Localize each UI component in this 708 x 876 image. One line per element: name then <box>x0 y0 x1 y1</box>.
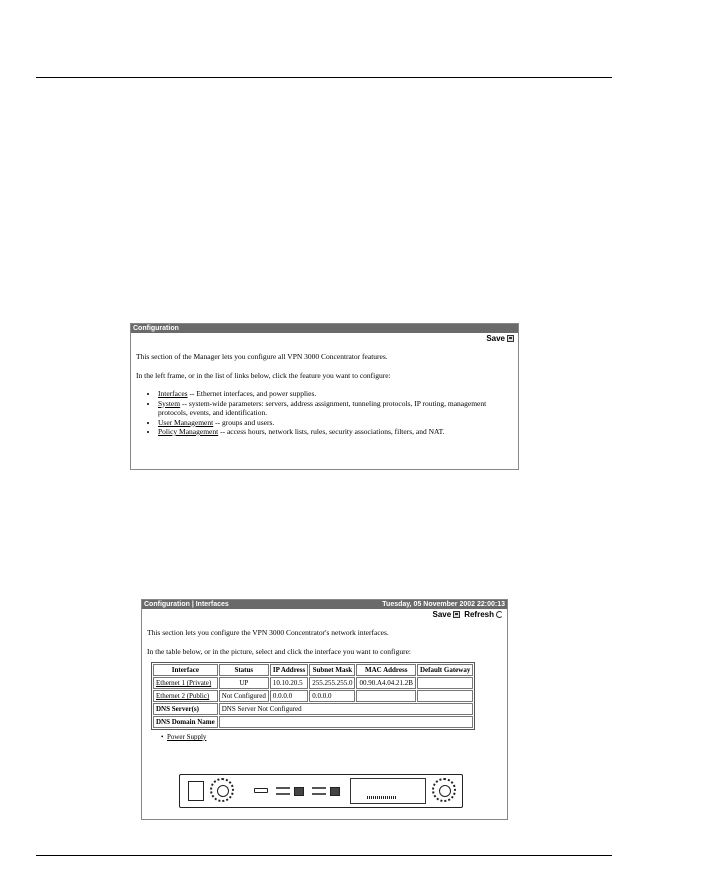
power-supply-item: • Power Supply <box>161 733 207 741</box>
user-management-link[interactable]: User Management <box>158 417 214 427</box>
led-strip-icon <box>367 796 397 799</box>
list-item-text: -- groups and users. <box>213 417 275 427</box>
mac-cell <box>356 690 415 702</box>
header-ip-address: IP Address <box>270 664 308 676</box>
list-item-text: -- Ethernet interfaces, and power supplies. <box>187 389 317 398</box>
page-bottom-rule <box>36 855 612 856</box>
mac-cell: 00.90.A4.04.21.2B <box>356 677 415 689</box>
page-top-rule <box>36 77 612 78</box>
power-supply-link[interactable]: Power Supply <box>166 733 207 741</box>
interfaces-save-button[interactable] <box>433 610 461 619</box>
fan-icon <box>432 778 456 802</box>
interfaces-title-bar <box>142 600 507 609</box>
configuration-screen <box>130 323 519 470</box>
concentrator-chassis-image[interactable] <box>179 774 463 808</box>
list-item <box>158 399 513 418</box>
interfaces-instruction: In the table below, or in the picture, select and click the interface you want to configure: <box>147 647 411 656</box>
interfaces-table <box>151 662 475 730</box>
table-row <box>153 677 473 689</box>
config-intro: This section of the Manager lets you configure all VPN 3000 Concentrator features. <box>136 352 388 361</box>
list-item <box>158 418 513 428</box>
refresh-button[interactable] <box>464 610 503 619</box>
config-instruction: In the left frame, or in the list of links below, click the feature you want to configure: <box>136 371 391 380</box>
list-item <box>158 389 513 399</box>
config-toolbar <box>131 333 518 344</box>
refresh-icon <box>496 611 503 618</box>
status-cell: UP <box>219 677 269 689</box>
header-status: Status <box>219 664 269 676</box>
header-default-gateway: Default Gateway <box>417 664 473 676</box>
interfaces-screen <box>141 599 508 820</box>
ethernet-1-link[interactable]: Ethernet 1 (Private) <box>156 679 212 687</box>
expansion-panel <box>350 778 426 804</box>
table-row <box>153 716 473 728</box>
console-port-icon <box>254 788 268 793</box>
dns-domain-label: DNS Domain Name <box>153 716 218 728</box>
config-title-bar <box>131 324 518 333</box>
power-switch-icon[interactable] <box>188 781 204 801</box>
ip-cell: 10.10.20.5 <box>270 677 308 689</box>
fan-icon <box>210 778 234 802</box>
interfaces-toolbar <box>142 609 507 620</box>
config-link-list <box>136 389 513 437</box>
header-mac-address: MAC Address <box>356 664 415 676</box>
datetime: Tuesday, 05 November 2002 22:00:13 <box>382 601 505 608</box>
mask-cell: 255.255.255.0 <box>309 677 355 689</box>
interfaces-intro: This section lets you configure the VPN 3000 Concentrator's network interfaces. <box>147 628 389 637</box>
interfaces-link[interactable]: Interfaces <box>158 389 188 398</box>
ethernet-2-link[interactable]: Ethernet 2 (Public) <box>156 692 210 700</box>
port-label-mark <box>312 787 326 789</box>
table-row <box>153 690 473 702</box>
port-label-mark <box>312 793 326 795</box>
config-save-label: Save <box>486 334 505 343</box>
policy-management-link[interactable]: Policy Management <box>158 427 219 436</box>
list-item-text: -- access hours, network lists, rules, security associations, filters, and NAT. <box>218 427 445 436</box>
list-item <box>158 427 513 437</box>
port-label-mark <box>276 793 290 795</box>
header-subnet-mask: Subnet Mask <box>309 664 355 676</box>
ethernet-1-port-icon[interactable] <box>294 787 304 796</box>
status-cell: Not Configured <box>219 690 269 702</box>
save-icon <box>507 335 514 342</box>
table-header-row <box>153 664 473 676</box>
refresh-label: Refresh <box>464 610 494 619</box>
gateway-cell <box>417 677 473 689</box>
config-title: Configuration <box>133 325 179 332</box>
system-link[interactable]: System <box>158 398 181 408</box>
dns-server-label: DNS Server(s) <box>153 703 218 715</box>
dns-domain-value <box>219 716 474 728</box>
table-row <box>153 703 473 715</box>
port-label-mark <box>276 787 290 789</box>
ethernet-2-port-icon[interactable] <box>330 787 340 796</box>
ip-cell: 0.0.0.0 <box>270 690 308 702</box>
save-icon <box>453 611 460 618</box>
header-interface: Interface <box>153 664 218 676</box>
list-item-text: -- system-wide parameters: servers, address assignment, tunneling protocols, IP routing, management protocols, events, and identification. <box>158 398 487 417</box>
config-save-button[interactable] <box>486 334 514 343</box>
gateway-cell <box>417 690 473 702</box>
interfaces-save-label: Save <box>432 610 452 619</box>
breadcrumb: Configuration | Interfaces <box>144 601 229 608</box>
dns-server-value: DNS Server Not Configured <box>219 703 474 715</box>
mask-cell: 0.0.0.0 <box>309 690 355 702</box>
